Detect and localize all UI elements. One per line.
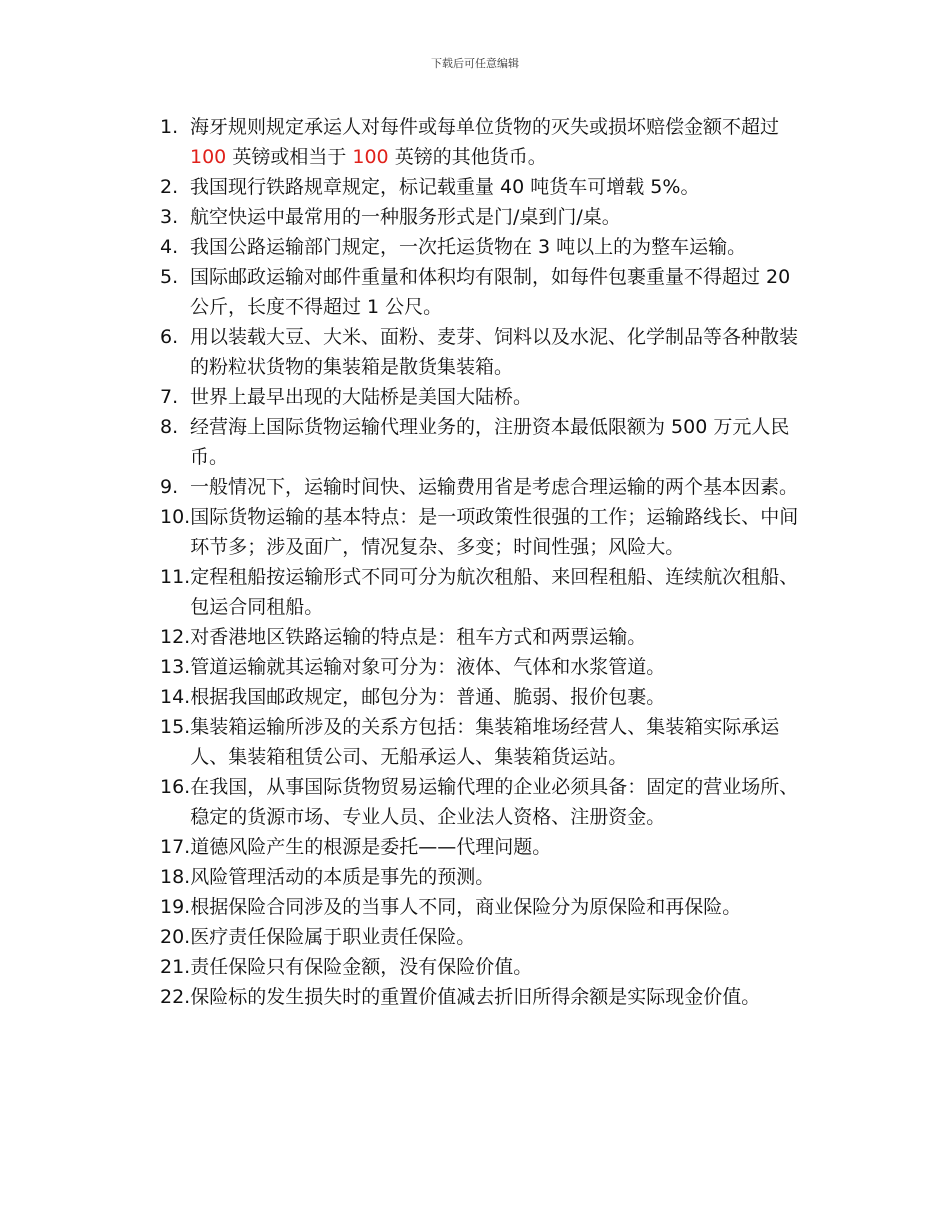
item-number: 12. (160, 626, 191, 648)
item-text: 责任保险只有保险金额，没有保险价值。 (190, 956, 533, 978)
highlighted-amount: 100 (346, 146, 395, 168)
item-number: 21. (160, 956, 191, 978)
item-text: 集装箱运输所涉及的关系方包括：集装箱堆场经营人、集装箱实际承运人、集装箱租赁公司、无船承运人、集装箱货运站。 (190, 716, 780, 768)
list-item (160, 202, 810, 232)
item-number: 15. (160, 716, 191, 738)
item-text: 经营海上国际货物运输代理业务的，注册资本最低限额为 500 万元人民币。 (190, 416, 790, 468)
item-text: 根据我国邮政规定，邮包分为：普通、脆弱、报价包裹。 (190, 686, 666, 708)
list-item (160, 712, 810, 772)
item-number: 8. (160, 416, 179, 438)
item-text (190, 112, 810, 172)
item-number: 19. (160, 896, 191, 918)
list-item (160, 232, 810, 262)
item-number: 13. (160, 656, 191, 678)
item-number: 11. (160, 566, 191, 588)
item-text: 国际邮政运输对邮件重量和体积均有限制，如每件包裹重量不得超过 20 公斤，长度不得超过 1 公尺。 (190, 266, 791, 318)
list-item (160, 622, 810, 652)
list-item (160, 502, 810, 562)
list-item (160, 682, 810, 712)
list-item (160, 262, 810, 322)
item-text: 航空快运中最常用的一种服务形式是门/桌到门/桌。 (190, 206, 621, 228)
item-number: 20. (160, 926, 191, 948)
item-text: 我国现行铁路规章规定，标记载重量 40 吨货车可增载 5%。 (190, 176, 700, 198)
item-number: 1. (160, 116, 179, 138)
item-text: 风险管理活动的本质是事先的预测。 (190, 866, 495, 888)
item-text: 对香港地区铁路运输的特点是：租车方式和两票运输。 (190, 626, 647, 648)
item-text: 定程租船按运输形式不同可分为航次租船、来回程租船、连续航次租船、包运合同租船。 (190, 566, 799, 618)
item-text: 根据保险合同涉及的当事人不同，商业保险分为原保险和再保险。 (190, 896, 742, 918)
list-item (160, 112, 810, 172)
item-text: 一般情况下，运输时间快、运输费用省是考虑合理运输的两个基本因素。 (190, 476, 799, 498)
item-text-part: 海牙规则规定承运人对每件或每单位货物的灭失或损坏赔偿金额不超过 (190, 116, 780, 138)
list-item (160, 922, 810, 952)
item-number: 14. (160, 686, 191, 708)
item-text: 道德风险产生的根源是委托——代理问题。 (190, 836, 552, 858)
item-number: 3. (160, 206, 179, 228)
item-number: 22. (160, 986, 191, 1008)
list-item (160, 862, 810, 892)
item-number: 17. (160, 836, 191, 858)
highlighted-amount: 100 (190, 146, 233, 168)
list-item (160, 772, 810, 832)
list-item (160, 982, 810, 1012)
item-text: 国际货物运输的基本特点：是一项政策性很强的工作；运输路线长、中间环节多；涉及面广，情况复杂、多变；时间性强；风险大。 (190, 506, 799, 558)
item-number: 5. (160, 266, 179, 288)
item-text: 保险标的发生损失时的重置价值减去折旧所得余额是实际现金价值。 (190, 986, 761, 1008)
list-item (160, 382, 810, 412)
list-item (160, 412, 810, 472)
item-number: 4. (160, 236, 179, 258)
item-text: 世界上最早出现的大陆桥是美国大陆桥。 (190, 386, 533, 408)
list-item (160, 652, 810, 682)
item-text: 在我国，从事国际货物贸易运输代理的企业必须具备：固定的营业场所、稳定的货源市场、专业人员、企业法人资格、注册资金。 (190, 776, 799, 828)
list-item (160, 472, 810, 502)
item-text: 用以装载大豆、大米、面粉、麦芽、饲料以及水泥、化学制品等各种散装的粉粒状货物的集装箱是散货集装箱。 (190, 326, 799, 378)
list-item (160, 952, 810, 982)
list-item (160, 172, 810, 202)
item-text-part: 英镑的其他货币。 (394, 146, 547, 168)
list-item (160, 322, 810, 382)
item-text: 我国公路运输部门规定，一次托运货物在 3 吨以上的为整车运输。 (190, 236, 747, 258)
item-text: 医疗责任保险属于职业责任保险。 (190, 926, 476, 948)
item-number: 6. (160, 326, 179, 348)
list-item (160, 892, 810, 922)
page-header: 下载后可任意编辑 (431, 57, 519, 70)
numbered-list (160, 112, 810, 1012)
item-text-part: 英镑或相当于 (232, 146, 347, 168)
item-number: 7. (160, 386, 179, 408)
item-number: 16. (160, 776, 191, 798)
item-number: 2. (160, 176, 179, 198)
list-item (160, 832, 810, 862)
item-number: 10. (160, 506, 191, 528)
list-item (160, 562, 810, 622)
item-text: 管道运输就其运输对象可分为：液体、气体和水浆管道。 (190, 656, 666, 678)
item-number: 18. (160, 866, 191, 888)
item-number: 9. (160, 476, 179, 498)
